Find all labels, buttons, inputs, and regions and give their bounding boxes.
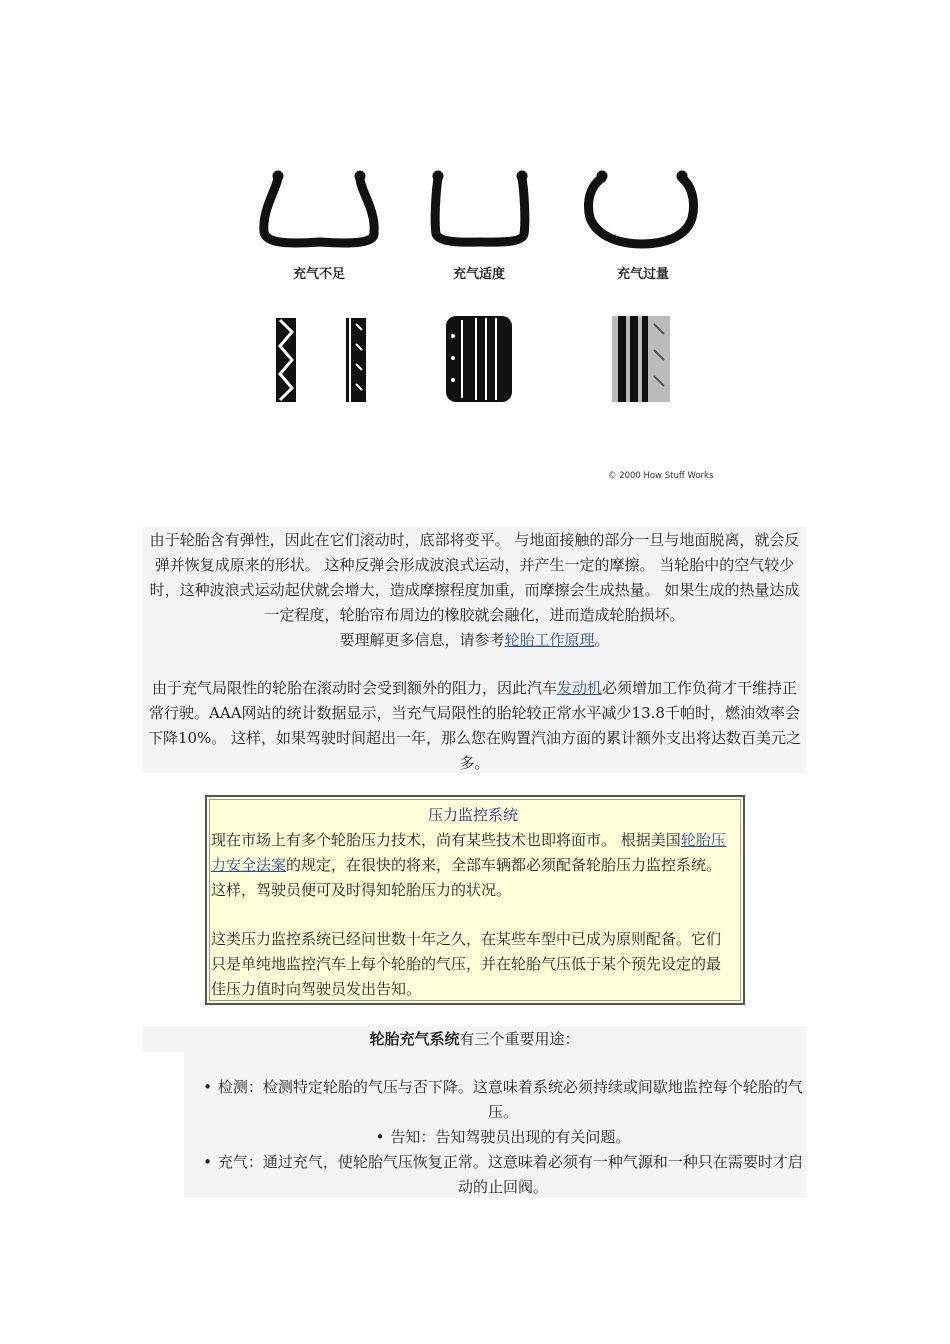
uses-heading [143, 1026, 806, 1052]
ref-suffix: 。 [594, 631, 610, 649]
intro-text-1: 由于轮胎含有弹性，因此在它们滚动时，底部将变平。 与地面接触的部分一旦与地面脱离，就会反弹并恢复成原来的形状。 这种反弹会形成波浪式运动，并产生一定的摩擦。 当轮胎中的空气较少时，这种波浪式运动起伏就会增大，造成摩擦程度加重，而摩擦会生成热量。 如果生成的热量达成一定程度，轮胎帘布周边的橡胶就会融化，进而造成轮胎损坏。 [149, 531, 800, 624]
overinflated-cross-section [589, 171, 694, 244]
proper-cross-section [433, 171, 527, 242]
intro-section [143, 527, 806, 773]
engine-link[interactable]: 发动机 [556, 679, 602, 697]
uses-heading-bold: 轮胎充气系统 [369, 1030, 460, 1048]
underinflated-footprint [276, 318, 366, 402]
intro-paragraph-2 [143, 676, 806, 776]
list-item-text: 告知：告知驾驶员出现的有关问题。 [390, 1128, 631, 1146]
overinflated-label: 充气过量 [616, 267, 669, 282]
intro-text-2b: 必须增加工作负荷才干维持正常行驶。AAA网站的统计数据显示，当充气局限性的胎轮较正常水平减少13.8千帕时，燃油效率会下降10%。 这样，如果驾驶时间超出一年，那么您在购置汽油方面的累计额外支出将达数百美元之多。 [147, 679, 802, 772]
box-text-1b: 的规定，在很快的将来，全部车辆都必须配备轮胎压力监控系统。这样，驾驶员便可及时得知轮胎压力的状况。 [211, 856, 722, 899]
box-paragraph-1 [211, 828, 735, 903]
underinflated-label: 充气不足 [292, 267, 345, 282]
underinflated-cross-section [264, 171, 374, 243]
list-item-text: 充气：通过充气，使轮胎气压恢复正常。这意味着必须有一种气源和一种只在需要时才启动的止回阀。 [217, 1153, 803, 1196]
box-text-1a: 现在市场上有多个轮胎压力技术，尚有某些技术也即将面市。 根据美国 [211, 831, 681, 849]
list-item-text: 检测：检测特定轮胎的气压与否下降。这意味着系统必须持续或间歇地监控每个轮胎的气压。 [217, 1078, 803, 1121]
bullet-icon: • [375, 1128, 385, 1146]
uses-heading-rest: 有三个重要用途： [459, 1030, 580, 1048]
tire-inflation-figure [250, 160, 720, 490]
bullet-icon: • [203, 1153, 212, 1171]
ref-prefix: 要理解更多信息，请参考 [339, 631, 505, 649]
list-item [184, 1075, 806, 1125]
tire-diagram [250, 160, 720, 490]
proper-inflation-label: 充气适度 [452, 267, 505, 282]
tire-pressure-act-link[interactable]: 轮胎压力安全法案 [211, 831, 726, 874]
bullet-icon: • [203, 1078, 212, 1096]
overinflated-footprint [612, 316, 670, 402]
proper-footprint [446, 316, 512, 402]
list-item [184, 1150, 806, 1200]
list-item [184, 1125, 806, 1150]
uses-list [184, 1052, 806, 1198]
intro-text-2a: 由于充气局限性的轮胎在滚动时会受到额外的阻力，因此汽车 [151, 679, 557, 697]
intro-paragraph-1 [143, 527, 806, 653]
tire-works-link[interactable]: 轮胎工作原理 [504, 631, 595, 649]
pressure-monitoring-box [205, 795, 745, 1005]
box-title: 压力监控系统 [427, 806, 518, 824]
box-paragraph-2: 这类压力监控系统已经问世数十年之久，在某些车型中已成为原则配备。它们只是单纯地监控汽车上每个轮胎的气压，并在轮胎气压低于某个预先设定的最佳压力值时向驾驶员发出告知。 [211, 930, 722, 998]
copyright-notice: © 2000 How Stuff Works [608, 471, 714, 481]
